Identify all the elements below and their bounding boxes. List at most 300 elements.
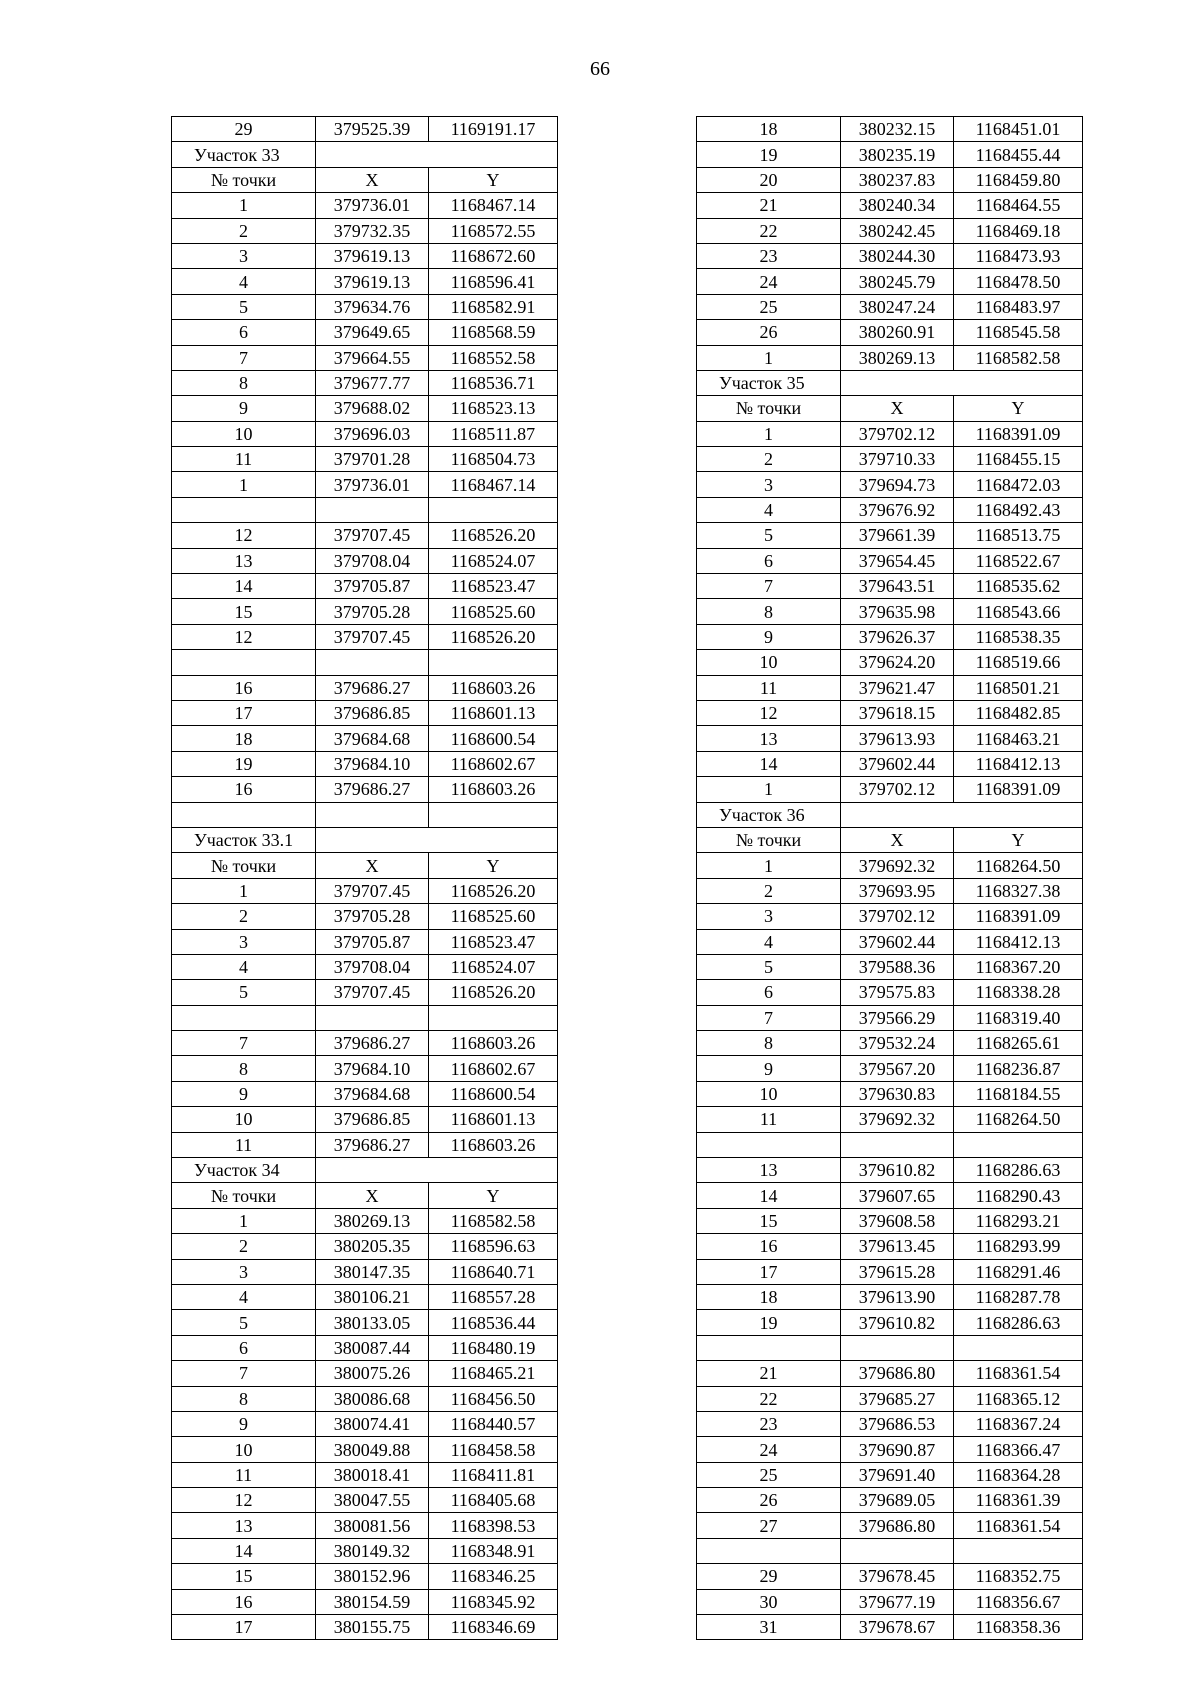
y-coordinate-cell: 1168582.58 (954, 345, 1083, 370)
table-row (172, 599, 558, 624)
y-coordinate-cell: 1168538.35 (954, 624, 1083, 649)
table-row (172, 497, 558, 522)
point-number-cell: 17 (172, 1615, 316, 1640)
table-row (172, 1386, 558, 1411)
table-row (172, 1284, 558, 1309)
x-coordinate-cell: 379602.44 (841, 751, 954, 776)
point-number-cell: 23 (697, 243, 841, 268)
x-coordinate-cell: 379635.98 (841, 599, 954, 624)
y-coordinate-cell: 1168465.21 (429, 1361, 558, 1386)
point-number-cell: 21 (697, 193, 841, 218)
x-coordinate-cell: 379607.65 (841, 1183, 954, 1208)
y-coordinate-cell: 1168523.47 (429, 574, 558, 599)
point-number-cell: 1 (697, 853, 841, 878)
x-coordinate-cell: 379610.82 (841, 1158, 954, 1183)
y-coordinate-cell: 1168519.66 (954, 650, 1083, 675)
table-row (172, 1056, 558, 1081)
table-row (172, 1132, 558, 1157)
table-row (172, 1234, 558, 1259)
x-coordinate-cell: 379618.15 (841, 700, 954, 725)
x-coordinate-cell: 380154.59 (316, 1589, 429, 1614)
table-row (172, 1081, 558, 1106)
table-row (697, 650, 1083, 675)
x-coordinate-cell: X (841, 396, 954, 421)
x-coordinate-cell: 379686.27 (316, 675, 429, 700)
x-coordinate-cell: 379566.29 (841, 1005, 954, 1030)
y-coordinate-cell: 1168601.13 (429, 700, 558, 725)
x-coordinate-cell: 379702.12 (841, 777, 954, 802)
section-title: Участок 36 (697, 802, 841, 827)
y-coordinate-cell: 1168391.09 (954, 421, 1083, 446)
y-coordinate-cell: 1168524.07 (429, 954, 558, 979)
y-coordinate-cell: 1168478.50 (954, 269, 1083, 294)
y-coordinate-cell: 1168358.36 (954, 1615, 1083, 1640)
x-coordinate-cell: 379686.27 (316, 777, 429, 802)
x-coordinate-cell: 379684.10 (316, 1056, 429, 1081)
x-coordinate-cell: 379701.28 (316, 447, 429, 472)
table-row (697, 1183, 1083, 1208)
section-title-spacer (316, 1158, 558, 1183)
x-coordinate-cell (316, 1005, 429, 1030)
y-coordinate-cell: 1168348.91 (429, 1538, 558, 1563)
point-number-cell: 27 (697, 1513, 841, 1538)
x-coordinate-cell: 379736.01 (316, 472, 429, 497)
table-row (172, 1589, 558, 1614)
y-coordinate-cell: 1168536.71 (429, 370, 558, 395)
x-coordinate-cell: 379677.19 (841, 1589, 954, 1614)
y-coordinate-cell: 1168184.55 (954, 1081, 1083, 1106)
x-coordinate-cell: 380237.83 (841, 167, 954, 192)
point-number-cell: 22 (697, 218, 841, 243)
x-coordinate-cell: 380086.68 (316, 1386, 429, 1411)
point-number-cell: 25 (697, 294, 841, 319)
x-coordinate-cell: 379694.73 (841, 472, 954, 497)
point-number-cell: 9 (172, 1411, 316, 1436)
table-row (697, 751, 1083, 776)
table-row (172, 1208, 558, 1233)
table-row (697, 853, 1083, 878)
table-row (697, 624, 1083, 649)
table-row (697, 954, 1083, 979)
x-coordinate-cell (841, 1132, 954, 1157)
y-coordinate-cell: Y (429, 167, 558, 192)
y-coordinate-cell: 1168364.28 (954, 1462, 1083, 1487)
x-coordinate-cell: 379705.87 (316, 574, 429, 599)
y-coordinate-cell: 1168568.59 (429, 320, 558, 345)
y-coordinate-cell: 1168459.80 (954, 167, 1083, 192)
y-coordinate-cell: 1168524.07 (429, 548, 558, 573)
x-coordinate-cell: 380247.24 (841, 294, 954, 319)
point-number-cell: 24 (697, 269, 841, 294)
y-coordinate-cell: Y (429, 853, 558, 878)
x-coordinate-cell: 379684.68 (316, 1081, 429, 1106)
x-coordinate-cell (841, 1335, 954, 1360)
table-row (697, 1564, 1083, 1589)
table-row (172, 726, 558, 751)
table-row (172, 523, 558, 548)
y-coordinate-cell: 1168361.54 (954, 1513, 1083, 1538)
table-row (172, 370, 558, 395)
y-coordinate-cell: 1168366.47 (954, 1437, 1083, 1462)
point-number-cell (172, 650, 316, 675)
point-number-cell: 13 (697, 726, 841, 751)
section-header-row (172, 142, 558, 167)
point-number-cell: 3 (697, 472, 841, 497)
y-coordinate-cell: 1168582.58 (429, 1208, 558, 1233)
table-row (697, 1615, 1083, 1640)
point-number-cell (697, 1335, 841, 1360)
table-row (697, 599, 1083, 624)
page-number: 66 (590, 58, 610, 80)
table-row (172, 243, 558, 268)
y-coordinate-cell: 1168456.50 (429, 1386, 558, 1411)
table-row (697, 1488, 1083, 1513)
point-number-cell: 12 (172, 624, 316, 649)
x-coordinate-cell: 379689.05 (841, 1488, 954, 1513)
table-row (172, 954, 558, 979)
point-number-cell: 17 (697, 1259, 841, 1284)
y-coordinate-cell: 1168469.18 (954, 218, 1083, 243)
point-number-cell: 13 (697, 1158, 841, 1183)
table-row (172, 1411, 558, 1436)
x-coordinate-cell: 379686.85 (316, 1107, 429, 1132)
table-row (697, 1284, 1083, 1309)
y-coordinate-cell: 1168535.62 (954, 574, 1083, 599)
table-row (172, 1361, 558, 1386)
point-number-cell: 8 (172, 1056, 316, 1081)
x-coordinate-cell: 379664.55 (316, 345, 429, 370)
table-row (697, 167, 1083, 192)
y-coordinate-cell: 1168557.28 (429, 1284, 558, 1309)
x-coordinate-cell: 379705.87 (316, 929, 429, 954)
point-number-cell: 5 (172, 294, 316, 319)
table-row (697, 904, 1083, 929)
x-coordinate-cell: 379619.13 (316, 269, 429, 294)
point-number-cell: 1 (172, 1208, 316, 1233)
x-coordinate-cell: 379610.82 (841, 1310, 954, 1335)
x-coordinate-cell: 379707.45 (316, 523, 429, 548)
x-coordinate-cell: 379693.95 (841, 878, 954, 903)
table-row (697, 1031, 1083, 1056)
y-coordinate-cell: 1168361.54 (954, 1361, 1083, 1386)
y-coordinate-cell: 1168552.58 (429, 345, 558, 370)
x-coordinate-cell: 380074.41 (316, 1411, 429, 1436)
x-coordinate-cell: 379707.45 (316, 624, 429, 649)
y-coordinate-cell: 1168600.54 (429, 1081, 558, 1106)
table-row (172, 878, 558, 903)
y-coordinate-cell: Y (954, 396, 1083, 421)
point-number-cell: 10 (172, 421, 316, 446)
point-number-cell: 4 (172, 269, 316, 294)
y-coordinate-cell: 1168596.63 (429, 1234, 558, 1259)
table-row (172, 700, 558, 725)
y-coordinate-cell: 1168467.14 (429, 472, 558, 497)
point-number-cell: 11 (172, 447, 316, 472)
point-number-cell: 20 (697, 167, 841, 192)
y-coordinate-cell: 1168545.58 (954, 320, 1083, 345)
y-coordinate-cell: 1169191.17 (429, 117, 558, 142)
y-coordinate-cell: 1168458.58 (429, 1437, 558, 1462)
point-number-cell: 1 (172, 472, 316, 497)
table-row (172, 472, 558, 497)
y-coordinate-cell: 1168412.13 (954, 929, 1083, 954)
y-coordinate-cell: 1168391.09 (954, 777, 1083, 802)
point-number-cell: 8 (172, 1386, 316, 1411)
y-coordinate-cell (954, 1132, 1083, 1157)
y-coordinate-cell: 1168361.39 (954, 1488, 1083, 1513)
point-number-cell: 1 (697, 421, 841, 446)
y-coordinate-cell: 1168356.67 (954, 1589, 1083, 1614)
y-coordinate-cell: 1168451.01 (954, 117, 1083, 142)
table-row (697, 320, 1083, 345)
x-coordinate-cell: 379677.77 (316, 370, 429, 395)
table-row (697, 421, 1083, 446)
y-coordinate-cell: 1168327.38 (954, 878, 1083, 903)
section-header-row (172, 827, 558, 852)
point-number-cell: 19 (697, 142, 841, 167)
y-coordinate-cell: 1168440.57 (429, 1411, 558, 1436)
x-coordinate-cell: X (316, 853, 429, 878)
x-coordinate-cell: 380235.19 (841, 142, 954, 167)
point-number-cell: 4 (697, 497, 841, 522)
table-row (697, 294, 1083, 319)
point-number-cell (172, 1005, 316, 1030)
point-number-cell: 26 (697, 320, 841, 345)
x-coordinate-cell: 379688.02 (316, 396, 429, 421)
point-number-cell: 6 (172, 1335, 316, 1360)
table-row (697, 497, 1083, 522)
x-coordinate-cell: 379678.45 (841, 1564, 954, 1589)
table-row (697, 1234, 1083, 1259)
table-row (172, 167, 558, 192)
section-title-spacer (841, 370, 1083, 395)
point-number-cell: 4 (172, 954, 316, 979)
y-coordinate-cell: 1168367.20 (954, 954, 1083, 979)
y-coordinate-cell: 1168536.44 (429, 1310, 558, 1335)
point-number-cell: 13 (172, 1513, 316, 1538)
point-number-cell: 9 (697, 624, 841, 649)
y-coordinate-cell: 1168463.21 (954, 726, 1083, 751)
y-coordinate-cell: 1168501.21 (954, 675, 1083, 700)
point-number-cell: 16 (172, 1589, 316, 1614)
point-number-cell: 3 (697, 904, 841, 929)
x-coordinate-cell: 380269.13 (841, 345, 954, 370)
x-coordinate-cell: 379608.58 (841, 1208, 954, 1233)
table-row (172, 624, 558, 649)
y-coordinate-cell: 1168455.44 (954, 142, 1083, 167)
y-coordinate-cell: 1168543.66 (954, 599, 1083, 624)
point-number-cell: 19 (172, 751, 316, 776)
y-coordinate-cell: 1168582.91 (429, 294, 558, 319)
point-number-cell: 16 (697, 1234, 841, 1259)
x-coordinate-cell: 379705.28 (316, 904, 429, 929)
x-coordinate-cell: 379661.39 (841, 523, 954, 548)
point-number-cell: 1 (697, 777, 841, 802)
x-coordinate-cell: 379691.40 (841, 1462, 954, 1487)
point-number-cell: 3 (172, 1259, 316, 1284)
y-coordinate-cell: 1168482.85 (954, 700, 1083, 725)
section-title-spacer (316, 142, 558, 167)
x-coordinate-cell (316, 650, 429, 675)
y-coordinate-cell: 1168480.19 (429, 1335, 558, 1360)
point-number-cell: 5 (172, 980, 316, 1005)
point-number-cell: 8 (697, 1031, 841, 1056)
table-row (697, 243, 1083, 268)
point-number-cell: 3 (172, 243, 316, 268)
y-coordinate-cell: 1168603.26 (429, 675, 558, 700)
table-row (172, 675, 558, 700)
x-coordinate-cell: 379692.32 (841, 1107, 954, 1132)
point-number-cell: 11 (697, 675, 841, 700)
point-number-cell: 22 (697, 1386, 841, 1411)
x-coordinate-cell: 379710.33 (841, 447, 954, 472)
table-row (697, 1538, 1083, 1563)
table-row (697, 396, 1083, 421)
point-number-cell: 14 (697, 1183, 841, 1208)
point-number-cell: 6 (697, 980, 841, 1005)
y-coordinate-cell: 1168398.53 (429, 1513, 558, 1538)
y-coordinate-cell: Y (954, 827, 1083, 852)
point-number-cell: 12 (172, 523, 316, 548)
point-number-cell: 9 (697, 1056, 841, 1081)
y-coordinate-cell: 1168483.97 (954, 294, 1083, 319)
y-coordinate-cell: 1168600.54 (429, 726, 558, 751)
point-number-cell: 7 (172, 1361, 316, 1386)
y-coordinate-cell: 1168319.40 (954, 1005, 1083, 1030)
y-coordinate-cell (429, 497, 558, 522)
y-coordinate-cell: 1168523.13 (429, 396, 558, 421)
x-coordinate-cell: 380133.05 (316, 1310, 429, 1335)
y-coordinate-cell: 1168290.43 (954, 1183, 1083, 1208)
table-row (172, 574, 558, 599)
x-coordinate-cell: X (841, 827, 954, 852)
y-coordinate-cell: 1168523.47 (429, 929, 558, 954)
table-row (172, 1183, 558, 1208)
table-row (697, 142, 1083, 167)
y-coordinate-cell: 1168412.13 (954, 751, 1083, 776)
y-coordinate-cell: 1168526.20 (429, 980, 558, 1005)
point-number-cell: 11 (172, 1462, 316, 1487)
x-coordinate-cell: 380240.34 (841, 193, 954, 218)
table-row (697, 1056, 1083, 1081)
table-row (697, 345, 1083, 370)
table-row (697, 1208, 1083, 1233)
point-number-cell: 29 (172, 117, 316, 142)
table-row (697, 726, 1083, 751)
x-coordinate-cell: 380260.91 (841, 320, 954, 345)
point-number-cell: 5 (172, 1310, 316, 1335)
y-coordinate-cell (429, 802, 558, 827)
section-title: Участок 33.1 (172, 827, 316, 852)
y-coordinate-cell: 1168264.50 (954, 1107, 1083, 1132)
table-row (697, 1107, 1083, 1132)
table-row (697, 1589, 1083, 1614)
y-coordinate-cell: 1168352.75 (954, 1564, 1083, 1589)
x-coordinate-cell: 379654.45 (841, 548, 954, 573)
table-row (697, 218, 1083, 243)
point-number-cell: 19 (697, 1310, 841, 1335)
y-coordinate-cell (954, 1538, 1083, 1563)
point-number-cell: 4 (697, 929, 841, 954)
section-header-row (172, 1158, 558, 1183)
point-number-cell: 1 (172, 878, 316, 903)
point-number-cell: 7 (697, 574, 841, 599)
table-row (697, 1158, 1083, 1183)
x-coordinate-cell: 379643.51 (841, 574, 954, 599)
point-number-cell: № точки (172, 853, 316, 878)
y-coordinate-cell: 1168264.50 (954, 853, 1083, 878)
table-row (172, 1259, 558, 1284)
table-row (172, 294, 558, 319)
table-row (697, 117, 1083, 142)
y-coordinate-cell: 1168596.41 (429, 269, 558, 294)
y-coordinate-cell: 1168391.09 (954, 904, 1083, 929)
y-coordinate-cell: 1168640.71 (429, 1259, 558, 1284)
table-row (172, 421, 558, 446)
table-row (697, 193, 1083, 218)
point-number-cell: 16 (172, 675, 316, 700)
point-number-cell: 16 (172, 777, 316, 802)
point-number-cell: 2 (697, 878, 841, 903)
table-row (697, 1437, 1083, 1462)
point-number-cell: 18 (697, 1284, 841, 1309)
table-row (172, 1513, 558, 1538)
point-number-cell: 12 (172, 1488, 316, 1513)
y-coordinate-cell: 1168293.99 (954, 1234, 1083, 1259)
table-row (172, 193, 558, 218)
table-row (172, 980, 558, 1005)
table-row (697, 1411, 1083, 1436)
y-coordinate-cell (429, 650, 558, 675)
table-row (697, 878, 1083, 903)
y-coordinate-cell: 1168346.25 (429, 1564, 558, 1589)
point-number-cell: 7 (172, 1031, 316, 1056)
point-number-cell: 6 (172, 320, 316, 345)
section-title: Участок 35 (697, 370, 841, 395)
table-row (172, 1107, 558, 1132)
x-coordinate-cell: 379567.20 (841, 1056, 954, 1081)
point-number-cell: 8 (697, 599, 841, 624)
table-row (697, 675, 1083, 700)
point-number-cell: 1 (172, 193, 316, 218)
y-coordinate-cell: 1168525.60 (429, 599, 558, 624)
table-row (172, 777, 558, 802)
y-coordinate-cell: 1168455.15 (954, 447, 1083, 472)
y-coordinate-cell: 1168603.26 (429, 1132, 558, 1157)
point-number-cell: 29 (697, 1564, 841, 1589)
x-coordinate-cell: 379696.03 (316, 421, 429, 446)
y-coordinate-cell: 1168346.69 (429, 1615, 558, 1640)
table-row (697, 980, 1083, 1005)
point-number-cell: 12 (697, 700, 841, 725)
x-coordinate-cell: X (316, 167, 429, 192)
table-row (697, 574, 1083, 599)
point-number-cell: 6 (697, 548, 841, 573)
x-coordinate-cell: 379621.47 (841, 675, 954, 700)
y-coordinate-cell: 1168293.21 (954, 1208, 1083, 1233)
y-coordinate-cell: Y (429, 1183, 558, 1208)
x-coordinate-cell: 380075.26 (316, 1361, 429, 1386)
x-coordinate-cell: 380087.44 (316, 1335, 429, 1360)
x-coordinate-cell (841, 1538, 954, 1563)
y-coordinate-cell: 1168672.60 (429, 243, 558, 268)
table-row (172, 1031, 558, 1056)
y-coordinate-cell: 1168286.63 (954, 1158, 1083, 1183)
x-coordinate-cell: 379624.20 (841, 650, 954, 675)
section-title-spacer (841, 802, 1083, 827)
y-coordinate-cell: 1168286.63 (954, 1310, 1083, 1335)
table-row (172, 1310, 558, 1335)
